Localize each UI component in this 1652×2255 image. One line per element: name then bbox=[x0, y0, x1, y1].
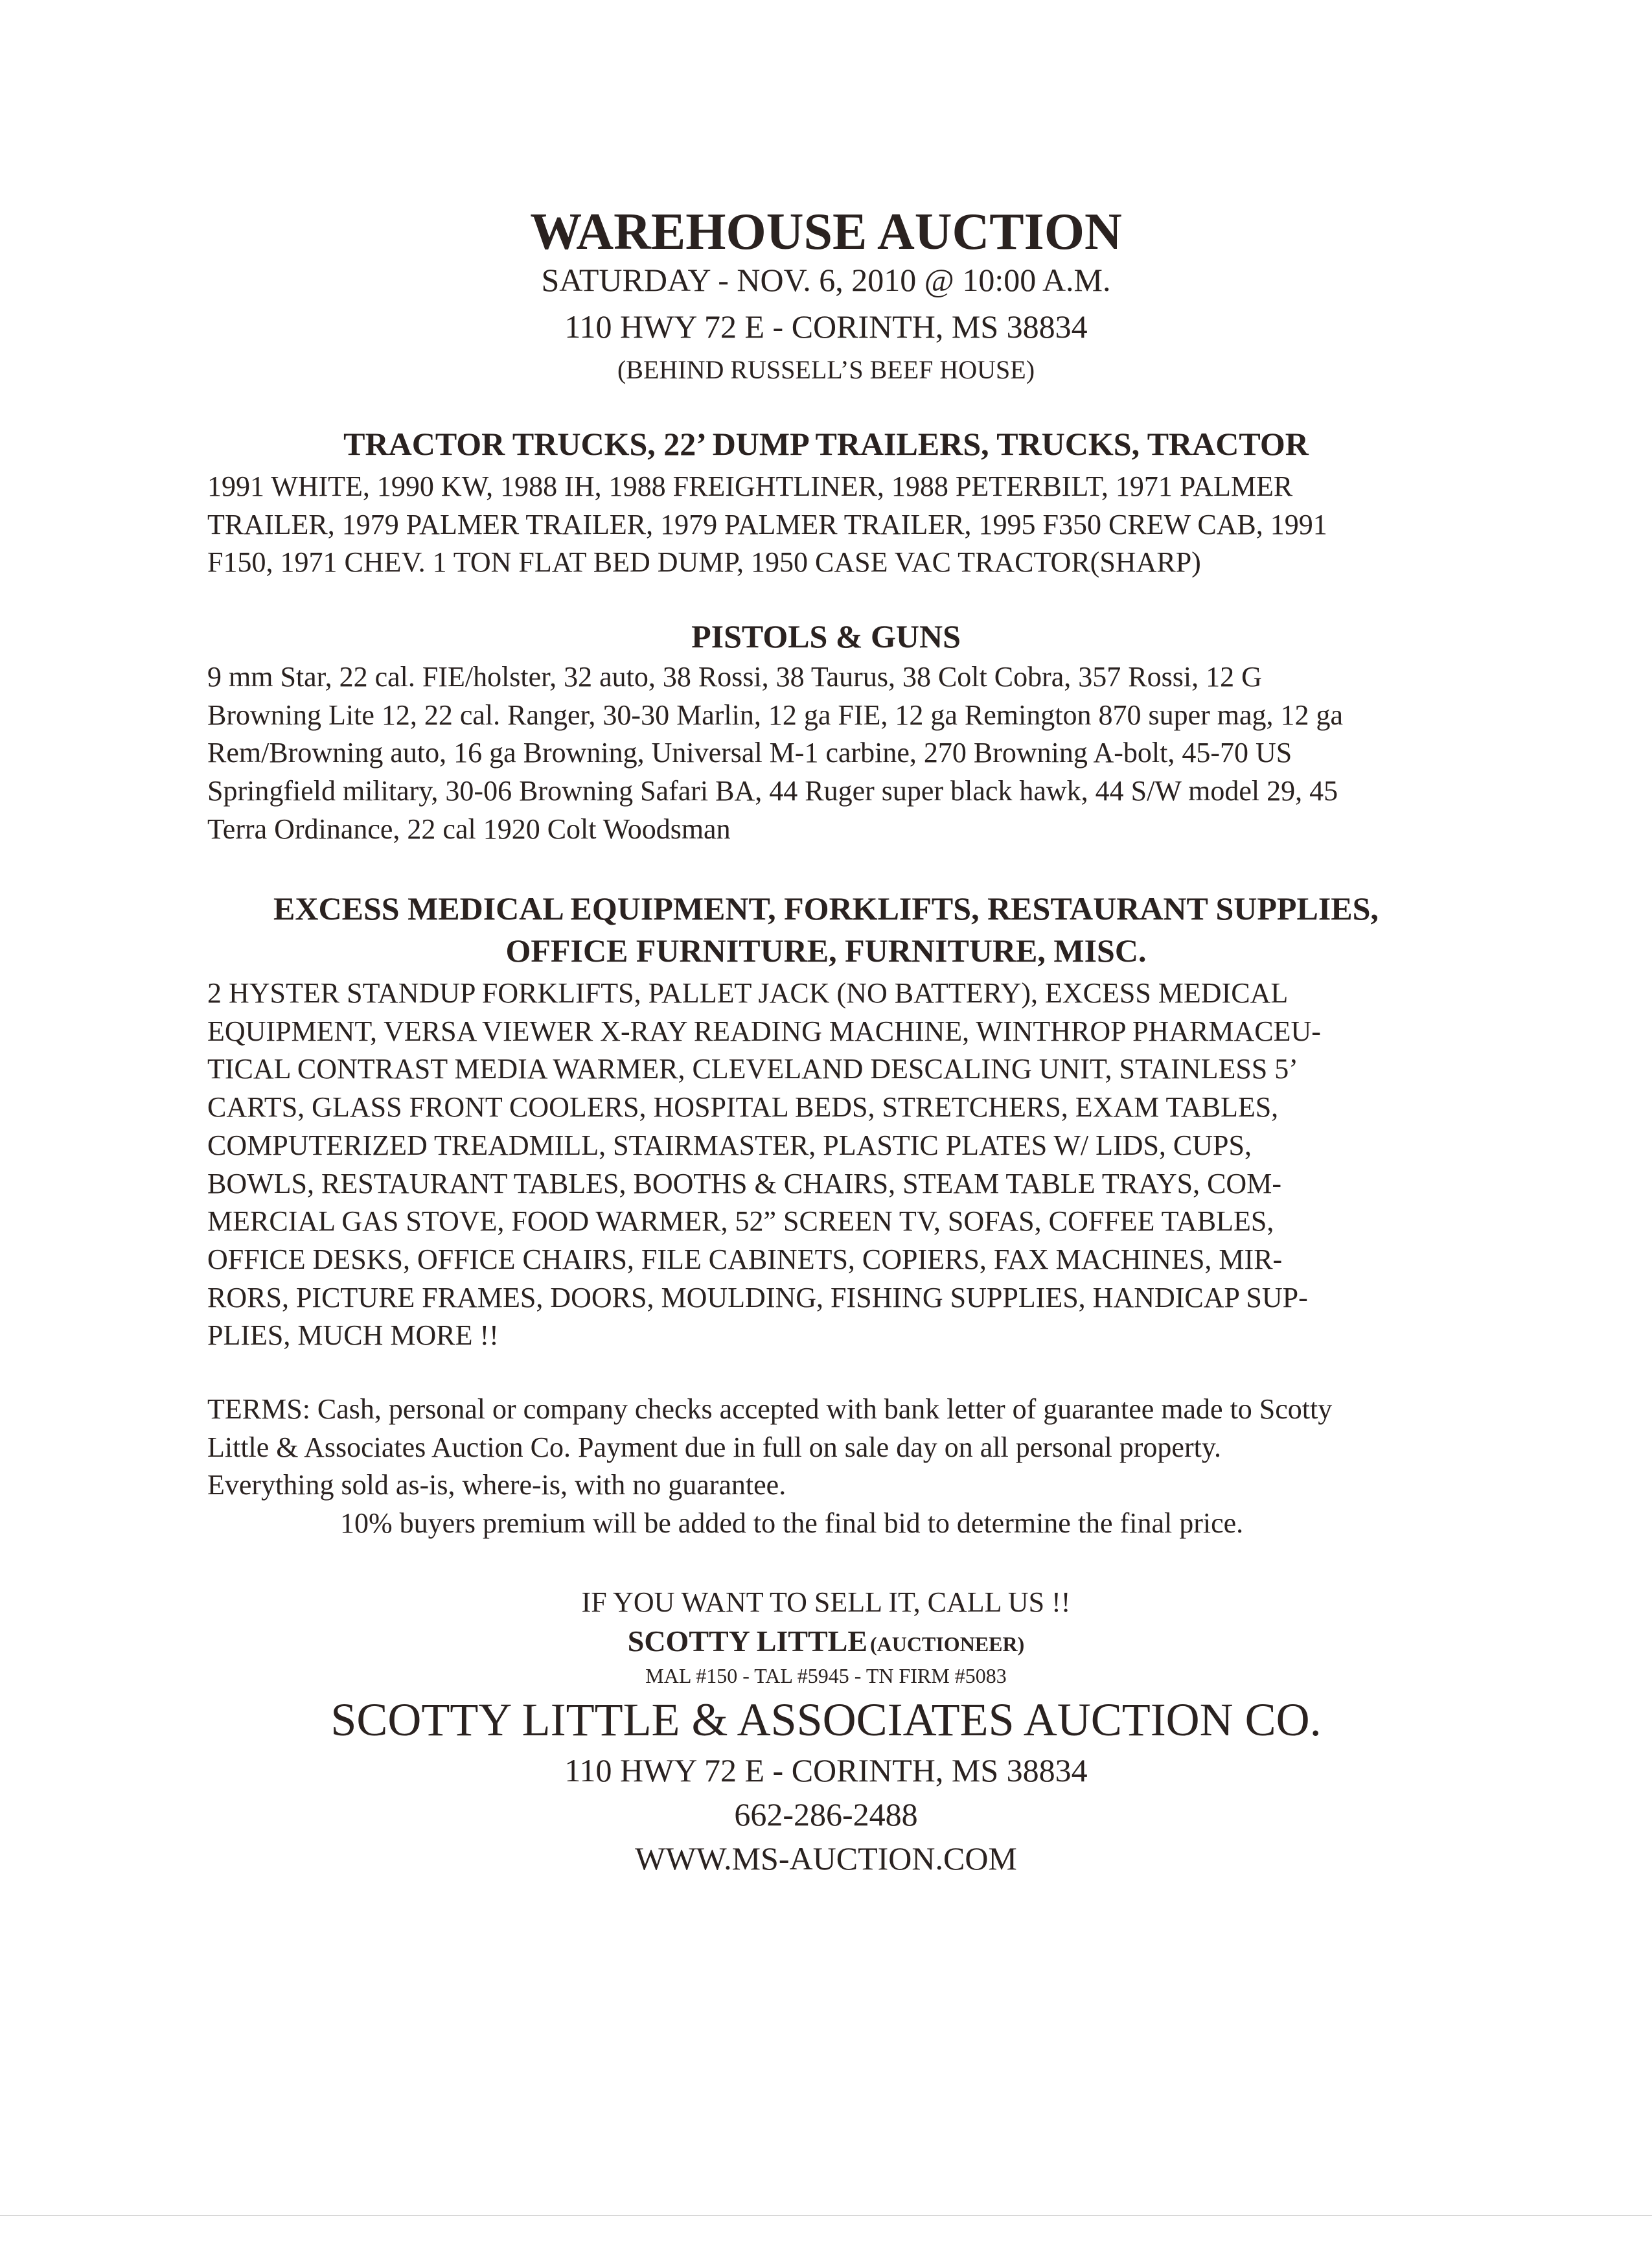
body-line: Rem/Browning auto, 16 ga Browning, Universal M-1 carbine, 270 Browning A-bolt, 45-70 US bbox=[207, 737, 1292, 769]
scan-edge-line bbox=[0, 2215, 1652, 2216]
auction-address: 110 HWY 72 E - CORINTH, MS 38834 bbox=[564, 308, 1088, 345]
company-website: WWW.MS-AUCTION.COM bbox=[635, 1840, 1017, 1877]
heading-line: OFFICE FURNITURE, FURNITURE, MISC. bbox=[505, 932, 1147, 969]
company-phone: 662-286-2488 bbox=[734, 1796, 918, 1833]
body-line: BOWLS, RESTAURANT TABLES, BOOTHS & CHAIRS, STEAM TABLE TRAYS, COM- bbox=[207, 1167, 1281, 1199]
body-line: Browning Lite 12, 22 cal. Ranger, 30-30 Marlin, 12 ga FIE, 12 ga Remington 870 super mag, 12 ga bbox=[207, 699, 1344, 731]
section-body-misc bbox=[207, 975, 1321, 1355]
terms-line: Everything sold as-is, where-is, with no guarantee. bbox=[207, 1469, 786, 1501]
company-name: SCOTTY LITTLE & ASSOCIATES AUCTION CO. bbox=[330, 1694, 1322, 1746]
auctioneer-role: (AUCTIONEER) bbox=[870, 1632, 1025, 1656]
page-title: WAREHOUSE AUCTION bbox=[530, 203, 1122, 260]
body-line: 2 HYSTER STANDUP FORKLIFTS, PALLET JACK (NO BATTERY), EXCESS MEDICAL bbox=[207, 977, 1289, 1009]
body-line: MERCIAL GAS STOVE, FOOD WARMER, 52” SCREEN TV, SOFAS, COFFEE TABLES, bbox=[207, 1205, 1274, 1238]
body-line: 1991 WHITE, 1990 KW, 1988 IH, 1988 FREIGHTLINER, 1988 PETERBILT, 1971 PALMER bbox=[207, 470, 1293, 502]
heading-line: EXCESS MEDICAL EQUIPMENT, FORKLIFTS, RESTAURANT SUPPLIES, bbox=[273, 890, 1379, 927]
body-line: OFFICE DESKS, OFFICE CHAIRS, FILE CABINETS, COPIERS, FAX MACHINES, MIR- bbox=[207, 1243, 1283, 1275]
location-note: (BEHIND RUSSELL’S BEEF HOUSE) bbox=[617, 355, 1035, 384]
auctioneer-name: SCOTTY LITTLE bbox=[627, 1625, 868, 1658]
body-line: COMPUTERIZED TREADMILL, STAIRMASTER, PLASTIC PLATES W/ LIDS, CUPS, bbox=[207, 1129, 1252, 1161]
section-body-guns bbox=[207, 658, 1343, 849]
sell-tagline: IF YOU WANT TO SELL IT, CALL US !! bbox=[581, 1586, 1071, 1618]
body-line: RORS, PICTURE FRAMES, DOORS, MOULDING, FISHING SUPPLIES, HANDICAP SUP- bbox=[207, 1281, 1308, 1313]
section-heading-trucks: TRACTOR TRUCKS, 22’ DUMP TRAILERS, TRUCKS, TRACTOR bbox=[343, 426, 1309, 462]
body-line: Springfield military, 30-06 Browning Safari BA, 44 Ruger super black hawk, 44 S/W model 29, 45 bbox=[207, 775, 1338, 807]
auctioneer-line bbox=[0, 1624, 1652, 1666]
section-heading-guns: PISTOLS & GUNS bbox=[691, 618, 961, 654]
terms-line: Little & Associates Auction Co. Payment due in full on sale day on all personal property. bbox=[207, 1431, 1221, 1463]
company-address: 110 HWY 72 E - CORINTH, MS 38834 bbox=[564, 1752, 1088, 1788]
body-line: Terra Ordinance, 22 cal 1920 Colt Woodsman bbox=[207, 813, 731, 845]
auction-date-time: SATURDAY - NOV. 6, 2010 @ 10:00 A.M. bbox=[541, 262, 1111, 298]
body-line: F150, 1971 CHEV. 1 TON FLAT BED DUMP, 1950 CASE VAC TRACTOR(SHARP) bbox=[207, 546, 1201, 579]
terms-text bbox=[207, 1391, 1332, 1505]
buyers-premium-note: 10% buyers premium will be added to the final bid to determine the final price. bbox=[340, 1507, 1244, 1539]
section-body-trucks bbox=[207, 468, 1327, 582]
body-line: EQUIPMENT, VERSA VIEWER X-RAY READING MACHINE, WINTHROP PHARMACEU- bbox=[207, 1015, 1321, 1047]
section-heading-misc bbox=[0, 888, 1652, 972]
body-line: TRAILER, 1979 PALMER TRAILER, 1979 PALMER TRAILER, 1995 F350 CREW CAB, 1991 bbox=[207, 508, 1327, 540]
license-numbers: MAL #150 - TAL #5945 - TN FIRM #5083 bbox=[645, 1664, 1007, 1687]
body-line: 9 mm Star, 22 cal. FIE/holster, 32 auto, 38 Rossi, 38 Taurus, 38 Colt Cobra, 357 Rossi, 12 G bbox=[207, 661, 1262, 693]
body-line: PLIES, MUCH MORE !! bbox=[207, 1319, 499, 1352]
terms-line: TERMS: Cash, personal or company checks accepted with bank letter of guarantee made to Scotty bbox=[207, 1393, 1333, 1425]
body-line: TICAL CONTRAST MEDIA WARMER, CLEVELAND DESCALING UNIT, STAINLESS 5’ bbox=[207, 1053, 1298, 1085]
body-line: CARTS, GLASS FRONT COOLERS, HOSPITAL BEDS, STRETCHERS, EXAM TABLES, bbox=[207, 1091, 1279, 1124]
